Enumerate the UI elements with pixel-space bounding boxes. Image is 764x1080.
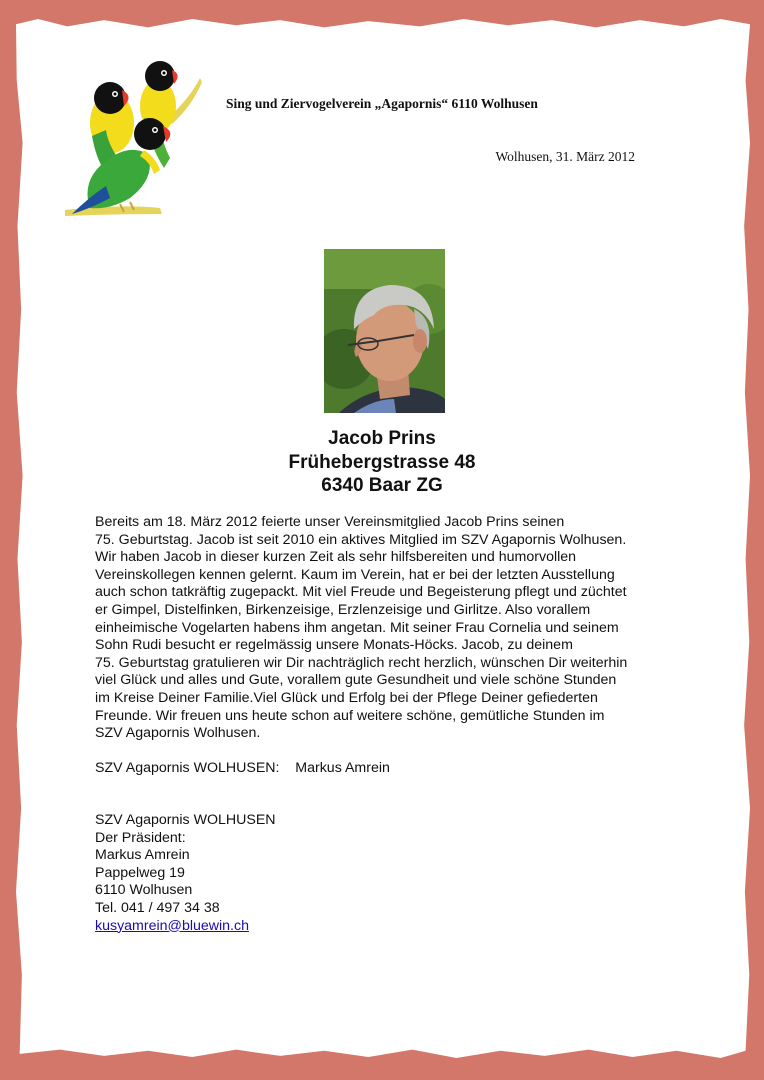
signature-name: Markus Amrein: [295, 760, 390, 776]
signature-line: [95, 760, 390, 776]
body-line: 75. Geburtstag gratulieren wir Dir nachträglich recht herzlich, wünschen Dir weiterhin: [95, 654, 628, 671]
body-line: Bereits am 18. März 2012 feierte unser Vereinsmitglied Jacob Prins seinen: [95, 514, 565, 530]
contact-block: [95, 812, 276, 935]
body-line: viel Glück und alles und Gute, vorallem gute Gesundheit und viele schöne Stunden: [95, 672, 617, 689]
body-line: SZV Agapornis Wolhusen.: [95, 725, 261, 742]
body-line: Wir haben Jacob in dieser kurzen Zeit als sehr hilfsbereiten und humorvollen: [95, 549, 577, 566]
recipient-name: Jacob Prins: [328, 428, 436, 449]
contact-role: Der Präsident:: [95, 829, 186, 846]
lovebirds-logo: [60, 58, 205, 223]
body-line: Freunde. Wir freuen uns heute schon auf weitere schöne, gemütliche Stunden im: [95, 707, 605, 724]
body-line: Vereinskollegen kennen gelernt. Kaum im Verein, hat er bei der letzten Ausstellung: [95, 566, 615, 583]
body-line: auch schon tatkräftig zugepackt. Mit viel Freude und Begeisterung pflegt und züchtet: [95, 584, 627, 601]
contact-phone: Tel. 041 / 497 34 38: [95, 899, 220, 916]
contact-street: Pappelweg 19: [95, 864, 185, 881]
contact-name: Markus Amrein: [95, 847, 190, 864]
contact-email-link[interactable]: kusyamrein@bluewin.ch: [95, 917, 249, 934]
portrait-photo: [324, 249, 445, 413]
body-line: 75. Geburtstag. Jacob ist seit 2010 ein aktives Mitglied im SZV Agapornis Wolhusen.: [95, 531, 627, 548]
body-line: Sohn Rudi besucht er regelmässig unsere Monats-Höcks. Jacob, zu deinem: [95, 637, 573, 654]
recipient-address: [0, 427, 764, 498]
contact-org: SZV Agapornis WOLHUSEN: [95, 812, 276, 828]
recipient-city: 6340 Baar ZG: [321, 475, 443, 496]
letter-body: [95, 514, 695, 743]
body-line: er Gimpel, Distelfinken, Birkenzeisige, Erzlenzeisige und Girlitze. Also vorallem: [95, 601, 591, 618]
club-title: Sing und Ziervogelverein „Agapornis“ 6110 Wolhusen: [226, 96, 538, 111]
body-line: einheimische Vogelarten habens ihm angetan. Mit seiner Frau Cornelia und seinem: [95, 619, 619, 636]
letter-date: Wolhusen, 31. März 2012: [495, 149, 635, 164]
recipient-street: Frühebergstrasse 48: [288, 451, 476, 473]
signature-org: SZV Agapornis WOLHUSEN:: [95, 760, 280, 776]
contact-city: 6110 Wolhusen: [95, 882, 193, 899]
body-line: im Kreise Deiner Familie.Viel Glück und Erfolg bei der Pflege Deiner gefiederten: [95, 689, 598, 706]
